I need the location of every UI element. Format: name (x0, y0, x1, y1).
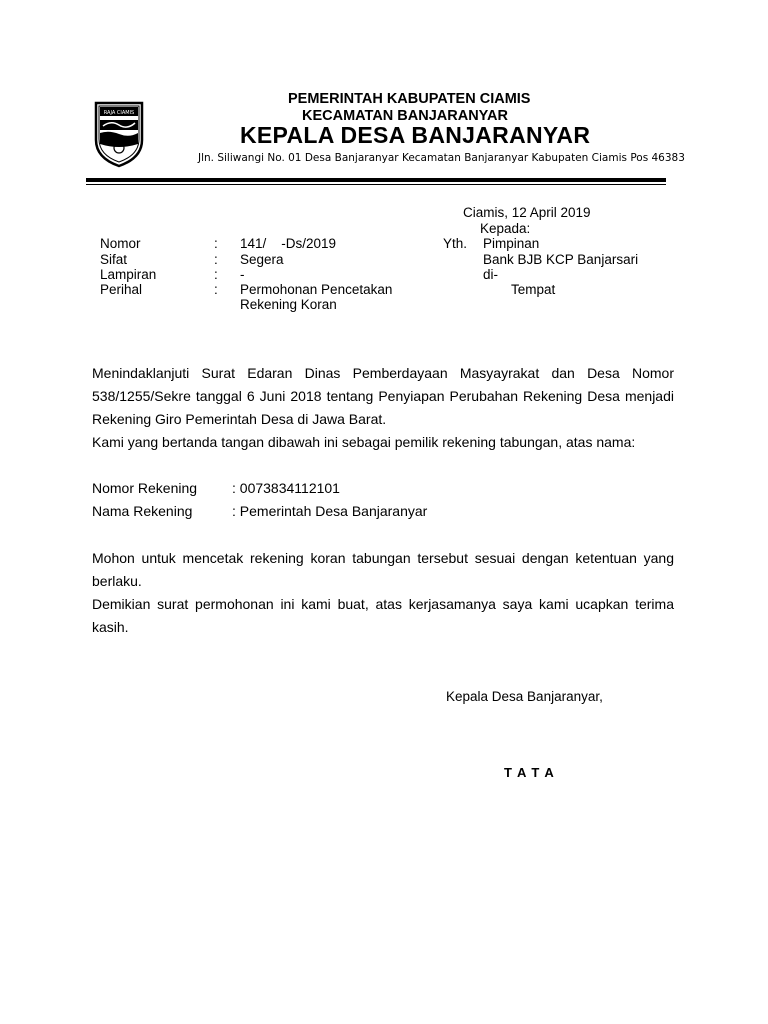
meta-lampiran-label: Lampiran (100, 267, 157, 282)
meta-lampiran-sep: : (214, 267, 218, 282)
account-name-label: Nama Rekening (92, 503, 193, 519)
body-paragraph-1: Menindaklanjuti Surat Edaran Dinas Pemberdayaan Masyayrakat dan Desa Nomor 538/1255/Sekre tanggal 6 Juni 2018 tentang Penyiapan Perubahan Rekening Desa menjadi Rekening Giro Pemerintah Desa di Jawa Barat. (92, 365, 674, 427)
meta-nomor-label: Nomor (100, 236, 141, 251)
meta-nomor-sep: : (214, 236, 218, 251)
recipient-line-3: di- (483, 267, 499, 282)
account-number-value: : 0073834112101 (232, 480, 340, 496)
svg-text:RAJA CIAMIS: RAJA CIAMIS (103, 110, 135, 116)
letterhead-office-title: KEPALA DESA BANJARANYAR (240, 122, 591, 148)
letterhead-government: PEMERINTAH KABUPATEN CIAMIS (288, 91, 531, 107)
letterhead-district: KECAMATAN BANJARANYAR (302, 108, 508, 124)
meta-sifat-sep: : (214, 252, 218, 267)
meta-perihal-sep: : (214, 282, 218, 297)
meta-perihal-label: Perihal (100, 282, 143, 297)
meta-sifat-label: Sifat (100, 252, 128, 267)
meta-lampiran-value: - (240, 267, 245, 282)
recipient-line-1: Pimpinan (483, 236, 540, 251)
body-paragraph-3: Mohon untuk mencetak rekening koran tabungan tersebut sesuai dengan ketentuan yang berlaku. (92, 550, 674, 589)
meta-perihal-value-1: Permohonan Pencetakan (240, 282, 393, 297)
body-paragraph-2: Kami yang bertanda tangan dibawah ini sebagai pemilik rekening tabungan, atas nama: (92, 434, 636, 450)
letterhead-divider-thin (86, 184, 666, 185)
meta-perihal-value-2: Rekening Koran (240, 297, 337, 312)
meta-nomor-value: 141/ -Ds/2019 (240, 236, 337, 251)
recipient-line-2: Bank BJB KCP Banjarsari (483, 252, 639, 267)
letterhead-address: Jln. Siliwangi No. 01 Desa Banjaranyar Kecamatan Banjaranyar Kabupaten Ciamis Pos 46383 (198, 152, 685, 164)
village-emblem-logo (93, 100, 145, 168)
account-number-label: Nomor Rekening (92, 480, 198, 496)
signature-name: TATA (504, 765, 560, 780)
letterhead-divider-thick (86, 178, 666, 182)
recipient-kepada: Kepada: (480, 221, 531, 236)
account-name-value: : Pemerintah Desa Banjaranyar (232, 503, 428, 519)
body-paragraph-4: Demikian surat permohonan ini kami buat, atas kerjasamanya saya kami ucapkan terima kasih. (92, 596, 674, 635)
letter-date: Ciamis, 12 April 2019 (463, 205, 591, 220)
recipient-yth: Yth. (443, 236, 468, 251)
recipient-line-4: Tempat (511, 282, 556, 297)
signature-title: Kepala Desa Banjaranyar, (446, 689, 603, 704)
meta-sifat-value: Segera (240, 252, 284, 267)
